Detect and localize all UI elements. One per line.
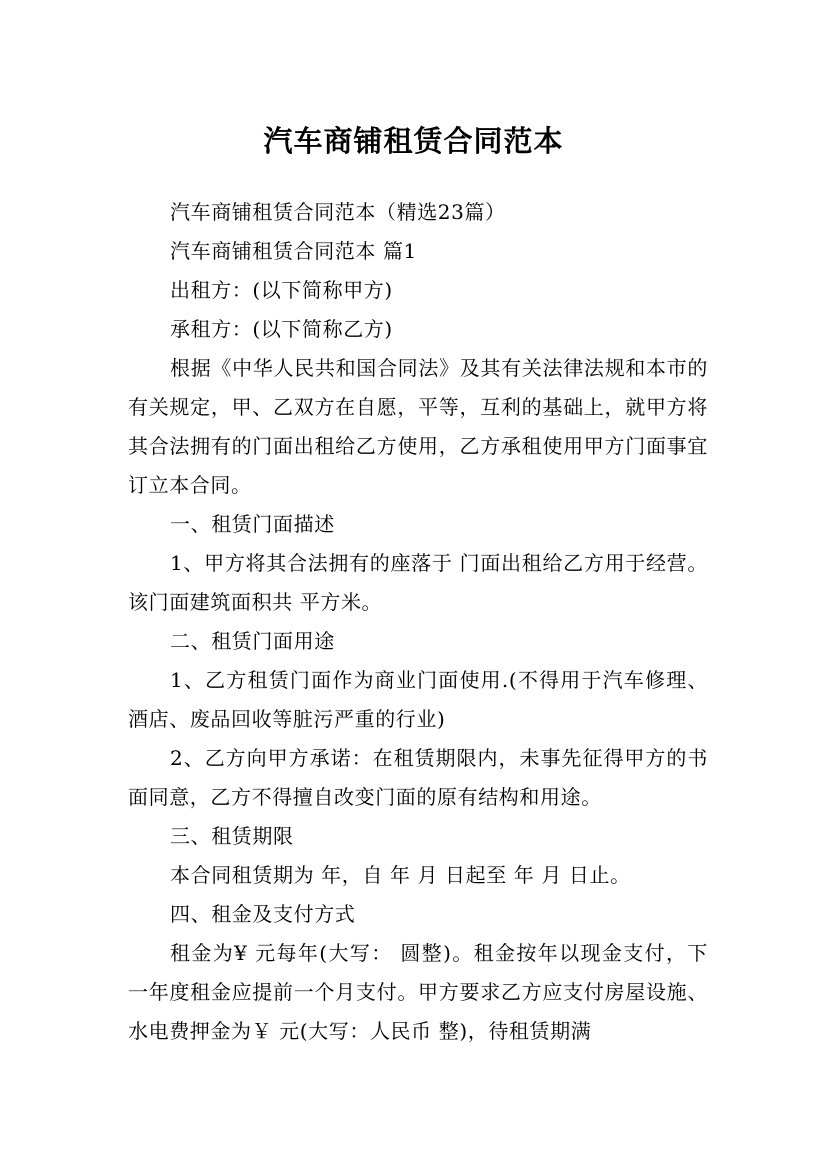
section-heading-purpose: 二、租赁门面用途 [170, 629, 335, 653]
paragraph-clause-promise: 2、乙方向甲方承诺：在租赁期限内，未事先征得甲方的书面同意，乙方不得擅自改变门面的原有结构和用途。 [128, 746, 708, 809]
document-body [128, 193, 708, 1051]
paragraph-lessee: 承租方：(以下简称乙方) [170, 317, 393, 341]
section-heading-rent: 四、租金及支付方式 [170, 902, 356, 926]
paragraph-collection-heading: 汽车商铺租赁合同范本（精选23篇） [170, 200, 506, 224]
document-title: 汽车商铺租赁合同范本 [263, 124, 564, 159]
paragraph-lessor: 出租方：(以下简称甲方) [170, 278, 393, 302]
paragraph-clause-rent: 租金为¥ 元每年(大写： 圆整)。租金按年以现金支付，下一年度租金应提前一个月支付。甲方要求乙方应支付房屋设施、水电费押金为￥ 元(大写：人民币 整)，待租赁期满 [128, 941, 708, 1043]
paragraph-preamble: 根据《中华人民共和国合同法》及其有关法律法规和本市的有关规定，甲、乙双方在自愿，平等，互利的基础上，就甲方将其合法拥有的门面出租给乙方使用，乙方承租使用甲方门面事宜订立本合同。 [128, 356, 708, 497]
section-heading-description: 一、租赁门面描述 [170, 512, 335, 536]
paragraph-clause-usage: 1、乙方租赁门面作为商业门面使用.(不得用于汽车修理、酒店、废品回收等脏污严重的行业) [128, 668, 708, 731]
paragraph-clause-term: 本合同租赁期为 年，自 年 月 日起至 年 月 日止。 [170, 863, 631, 887]
paragraph-chapter-heading: 汽车商铺租赁合同范本 篇1 [170, 239, 417, 263]
paragraph-clause-location: 1、甲方将其合法拥有的座落于 门面出租给乙方用于经营。该门面建筑面积共 平方米。 [128, 551, 708, 614]
section-heading-term: 三、租赁期限 [170, 824, 294, 848]
